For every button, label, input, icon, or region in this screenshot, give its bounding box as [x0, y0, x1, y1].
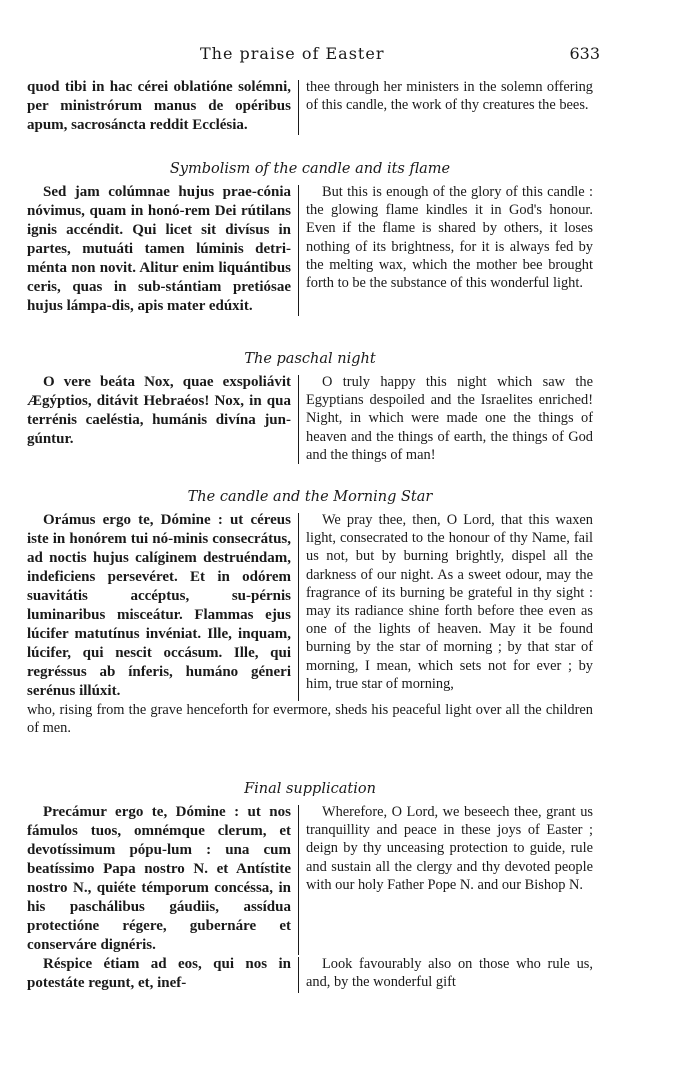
section-heading: The paschal night: [244, 351, 376, 367]
section-heading: The candle and the Morning Star: [187, 489, 433, 505]
running-title: The praise of Easter: [200, 44, 385, 63]
latin-text: Orámus ergo te, Dómine : ut céreus iste in honórem tui nó-minis consecrátus, ad noctis hujus calíginem destruéndam, indeficiens persevéret. Et in odórem suavitátis accéptus, su-pérnis luminaribus misceátur. Flammas ejus lúcifer matutínus invéniat. Ille, inquam, lúcifer, qui nescit occásum. Ille, qui regréssus ab ínferis, humáno géneri serénus illúxit.: [27, 512, 291, 699]
section-paschal-night: [27, 350, 593, 464]
section-final-supplication: [27, 780, 593, 993]
english-text: But this is enough of the glory of this candle : the glowing flame kindles it in God's honour. Even if the flame is shared by others, it loses nothing of its brightness, for it is always fed by the melting wax, which the mother bee brought forth to be the substance of this wonderful light.: [306, 184, 593, 292]
section-morning-star: [27, 488, 593, 737]
column-divider: [298, 80, 299, 135]
column-divider: [298, 513, 299, 701]
page-number: 633: [569, 44, 600, 63]
latin-text: Sed jam colúmnae hujus prae-cónia nóvimus, quam in honó-rem Dei rútilans ignis accéndit. Qui licet sit divísus in partes, mutuáti tamen lúminis detri-ménta non novit. Alitur enim liquántibus ceris, quas in sub-stántiam pretiósae hujus lámpa-dis, apis mater edúxit.: [27, 184, 291, 314]
column-divider: [298, 375, 299, 464]
latin-text: Precámur ergo te, Dómine : ut nos fámulos tuos, omnémque clerum, et devotíssimum pópu-lum : una cum beatíssimo Papa nostro N. et Antístite nostro N., quiéte témporum concéssa, in his paschálibus gáudiis, assídua protectióne régere, gubernáre et conserváre dignéris.: [27, 804, 291, 953]
continuation-text: who, rising from the grave henceforth for evermore, sheds his peaceful light over all the children of men.: [27, 702, 593, 737]
latin-text: quod tibi in hac cérei oblatióne solémni, per ministrórum manus de opéribus apum, sacrosáncta reddit Ecclésia.: [27, 79, 291, 133]
section-heading: Final supplication: [244, 781, 376, 797]
column-divider: [298, 957, 299, 993]
running-header: [200, 44, 600, 66]
english-text: Wherefore, O Lord, we beseech thee, grant us tranquillity and peace in these joys of Easter ; deign by thy unceasing protection to guide, rule and sustain all the clergy and thy devoted people with our holy Father Pope N. and our Bishop N.: [306, 804, 593, 893]
english-text: O truly happy this night which saw the Egyptians despoiled and the Israelites enriched! Night, in which were made one the things of heaven and the things of earth, the things of God and the things of man!: [306, 374, 593, 463]
english-text: thee through her ministers in the solemn offering of this candle, the work of thy creatures the bees.: [306, 79, 593, 114]
latin-text: O vere beáta Nox, quae exspoliávit Ægýptios, ditávit Hebraéos! Nox, in qua terrénis caeléstia, humánis divína jun-gúntur.: [27, 374, 291, 447]
intro-block: [27, 78, 593, 135]
section-symbolism: [27, 160, 593, 316]
section-heading: Symbolism of the candle and its flame: [169, 161, 451, 177]
column-divider: [298, 805, 299, 955]
latin-text: Réspice étiam ad eos, qui nos in potestáte regunt, et, inef-: [27, 956, 291, 991]
column-divider: [298, 185, 299, 316]
english-text: Look favourably also on those who rule us, and, by the wonderful gift: [306, 956, 593, 991]
english-text: We pray thee, then, O Lord, that this waxen light, consecrated to the honour of thy Name, fail us not, but by burning brightly, dispel all the darkness of our night. As a sweet odour, may the fragrance of its burning be grateful in thy sight : may its radiance shine forth before thee even as one of the lights of heaven. May it be found burning by the star of morning ; by that star of morning, I mean, which sets not for ever ; by him, true star of morning,: [306, 512, 593, 692]
